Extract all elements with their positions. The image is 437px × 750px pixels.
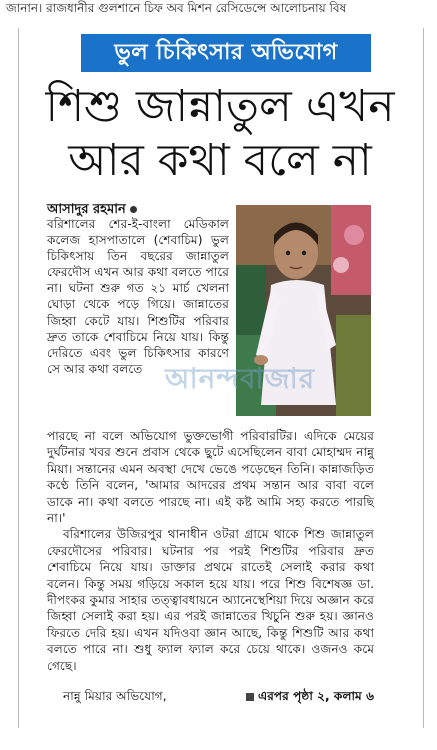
adjacent-headline-text: জানান। রাজধানীর গুলশানে চিফ অব মিশন রেসিডেন্সে আলোচনায় বিষ xyxy=(6,1,347,15)
body-paragraph-1: পারছে না বলে অভিযোগ ভুক্তভোগী পরিবারটির। এদিকে মেয়ের দুর্ঘটনার খবর শুনে প্রবাস থেকে ছুটে এসেছিলেন বাবা মোহাম্মদ নান্নু মিয়া। সন্তানের এমন অবস্থা দেখে ভেঙে পড়েছেন তিনি। কান্নাজড়িত কণ্ঠে তিনি বলেন, 'আমার আদরের প্রথম সন্তান আর বাবা বলে ডাকে না। কথা বলতে পারছে না। এই কষ্ট আমি সহ্য করতে পারছি না।' xyxy=(47,429,374,526)
byline-bullet-icon xyxy=(130,206,137,213)
headline-line-2: আর কথা বলে না xyxy=(68,135,372,186)
adjacent-headline-strip xyxy=(0,0,437,20)
watermark-text: আনন্দবাজার xyxy=(165,362,316,395)
article-footer xyxy=(47,688,374,706)
byline-author: আসাদুর রহমান xyxy=(47,202,126,217)
headline-line-1: শিশু জান্নাতুল এখন xyxy=(45,81,395,132)
continuation-text: এরপর পৃষ্ঠা ২, কলাম ৬ xyxy=(257,689,374,703)
signoff-text: নান্নু মিয়ার অভিযোগ, xyxy=(63,689,167,703)
kicker-banner: ভুল চিকিৎসার অভিযোগ xyxy=(81,34,371,72)
body-paragraph-2: বরিশালের উজিরপুর থানাধীন ওটরা গ্রামে থাকে শিশু জান্নাতুল ফেরদৌসের পরিবার। ঘটনার পর পরই শিশুটির পরিবার দ্রুত শেবাচিমে নিয়ে যায়। ডাক্তার প্রথমে রাতেই সেলাই করার কথা বলেন। কিন্তু সময় গড়িয়ে সকাল হয়ে যায়। পরে শিশু বিশেষজ্ঞ ডা. দীপংকর কুমার সাহার তত্ত্বাবধায়নে অ্যানেস্থেশিয়া দিয়ে অজ্ঞান করে জিহ্বা সেলাই করা হয়। এর পরই জান্নাতের খিচুনি শুরু হয়। জ্ঞানও ফিরতে দেরি হয়। এখন যদিওবা জ্ঞান আছে, কিন্তু শিশুটি আর কথা বলতে পারে না। শুধু ফ্যাল ফ্যাল করে চেয়ে থাকে। ওজনও কমে গেছে। xyxy=(47,527,374,673)
article-body xyxy=(47,428,374,674)
headline xyxy=(20,80,420,188)
lead-column-text: বরিশালের শের-ই-বাংলা মেডিকাল কলেজ হাসপাতালে (শেবাচিম) ভুল চিকিৎসায় তিন বছরের জান্নাতুল ফেরদৌস এখন আর কথা বলতে পারে না। ঘটনা শুরু গত ২১ মার্চ খেলনা ঘোড়া থেকে পড়ে গিয়ে। জান্নাতের জিহ্বা কেটে যায়। শিশুটির পরিবার দ্রুত তাকে শেবাচিমে নিয়ে যায়। কিন্তু দেরিতে এবং ভুল চিকিৎসার কারণে সে আর কথা বলতে xyxy=(47,217,229,376)
continuation-note xyxy=(246,688,374,704)
square-bullet-icon xyxy=(246,693,254,701)
